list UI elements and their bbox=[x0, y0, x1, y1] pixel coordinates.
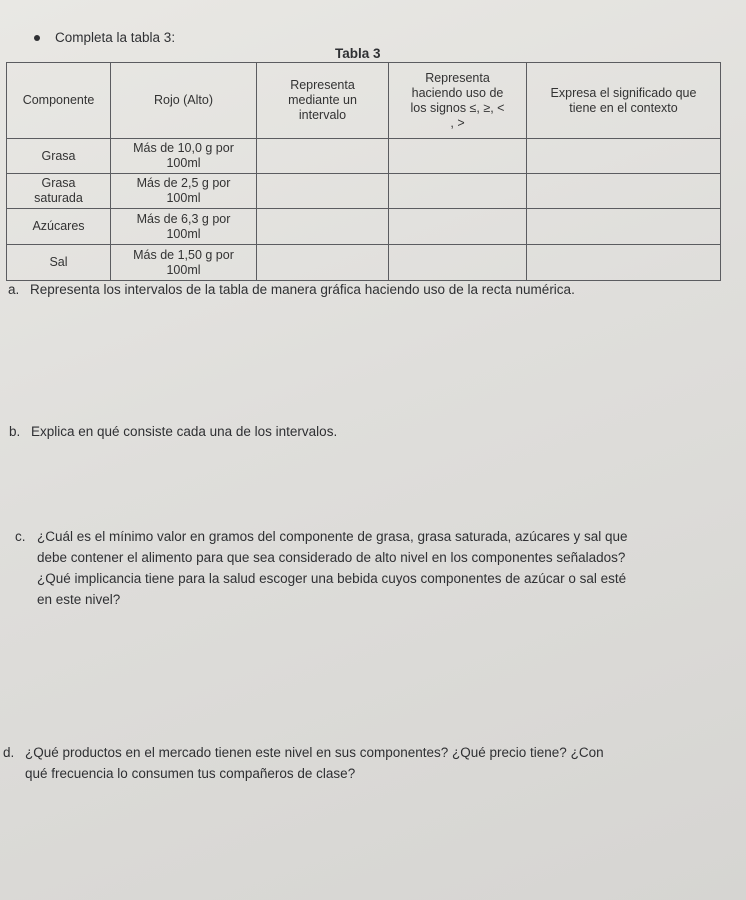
cell-componente: Grasa saturada bbox=[7, 174, 111, 209]
bullet-icon bbox=[34, 35, 40, 41]
question-line: ¿Cuál es el mínimo valor en gramos del componente de grasa, grasa saturada, azúcares y sal que bbox=[37, 529, 628, 544]
question-label: a. bbox=[8, 282, 20, 297]
cell-rojo: Más de 6,3 g por 100ml bbox=[111, 209, 257, 245]
answer-cell[interactable] bbox=[389, 174, 527, 209]
question-line: qué frecuencia lo consumen tus compañeros de clase? bbox=[25, 766, 356, 781]
question-text: Explica en qué consiste cada una de los intervalos. bbox=[31, 424, 338, 439]
table-3 bbox=[6, 62, 721, 281]
question-line: en este nivel? bbox=[37, 592, 121, 607]
table-header-row bbox=[7, 63, 721, 139]
table-caption: Tabla 3 bbox=[335, 46, 381, 61]
table-row bbox=[7, 209, 721, 245]
question-label: b. bbox=[9, 424, 21, 439]
table-row bbox=[7, 245, 721, 281]
answer-cell[interactable] bbox=[257, 174, 389, 209]
answer-cell[interactable] bbox=[257, 139, 389, 174]
cell-rojo: Más de 1,50 g por 100ml bbox=[111, 245, 257, 281]
header-significado: Expresa el significado que tiene en el contexto bbox=[527, 63, 721, 139]
instruction-text: Completa la tabla 3: bbox=[55, 30, 176, 45]
header-componente: Componente bbox=[7, 63, 111, 139]
cell-componente: Grasa bbox=[7, 139, 111, 174]
answer-cell[interactable] bbox=[527, 245, 721, 281]
question-label: d. bbox=[3, 745, 15, 760]
question-line: debe contener el alimento para que sea considerado de alto nivel en los componentes señalados? bbox=[37, 550, 626, 565]
question-line: ¿Qué productos en el mercado tienen este nivel en sus componentes? ¿Qué precio tiene? ¿Con bbox=[25, 745, 604, 760]
answer-cell[interactable] bbox=[257, 209, 389, 245]
header-rojo-alto: Rojo (Alto) bbox=[111, 63, 257, 139]
answer-cell[interactable] bbox=[527, 209, 721, 245]
question-text bbox=[25, 742, 604, 784]
question-text bbox=[37, 526, 628, 610]
header-signos: Representa haciendo uso de los signos ≤, ≥, < , > bbox=[389, 63, 527, 139]
cell-rojo: Más de 10,0 g por 100ml bbox=[111, 139, 257, 174]
header-intervalo: Representa mediante un intervalo bbox=[257, 63, 389, 139]
answer-cell[interactable] bbox=[389, 245, 527, 281]
question-text: Representa los intervalos de la tabla de manera gráfica haciendo uso de la recta numérica. bbox=[30, 282, 575, 297]
table-row bbox=[7, 174, 721, 209]
answer-cell[interactable] bbox=[527, 174, 721, 209]
answer-cell[interactable] bbox=[527, 139, 721, 174]
answer-cell[interactable] bbox=[389, 139, 527, 174]
cell-componente: Azúcares bbox=[7, 209, 111, 245]
answer-cell[interactable] bbox=[257, 245, 389, 281]
cell-rojo: Más de 2,5 g por 100ml bbox=[111, 174, 257, 209]
table-row bbox=[7, 139, 721, 174]
cell-componente: Sal bbox=[7, 245, 111, 281]
question-label: c. bbox=[15, 529, 26, 544]
answer-cell[interactable] bbox=[389, 209, 527, 245]
question-line: ¿Qué implicancia tiene para la salud escoger una bebida cuyos componentes de azúcar o sal esté bbox=[37, 571, 627, 586]
